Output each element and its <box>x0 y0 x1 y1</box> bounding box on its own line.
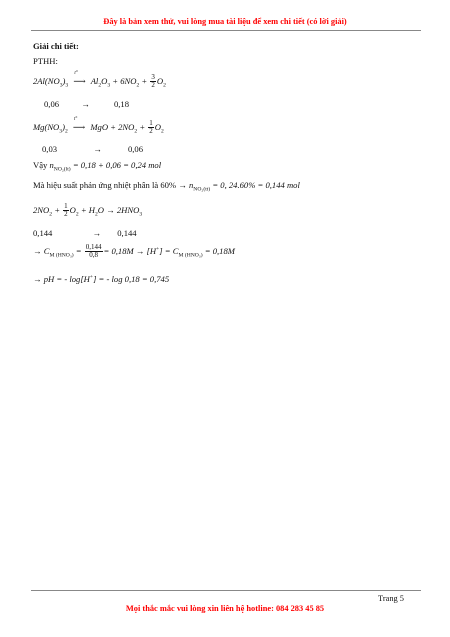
fraction: $\frac{3}{2}$ <box>151 73 155 90</box>
concentration-line: → $C_{M (HNO_3)}$ = $\frac{0,144}{0,8}$ = $0,18M \to [H^+] = C_{M (HNO_3)} = 0,18M$ <box>33 243 235 260</box>
equation-al-nitrate: $2Al(NO_3)_3$ t° ⟶ $Al_2O_3 + 6NO_2$ + $\frac{3}{2}$ $O_2$ <box>33 70 166 90</box>
amount-row-2: 0,03 → 0,06 <box>42 144 143 154</box>
equation-mg-nitrate: $Mg(NO_3)_2$ t° ⟶ MgO + $2NO_2$ + $\frac{1}{2}$ $O_2$ <box>33 116 164 136</box>
total-moles-line: Vậy $n_{NO_2(lt)} = 0,18 + 0,06 = 0,24$ mol <box>33 160 162 173</box>
page-number: Trang 5 <box>378 594 404 603</box>
amount-row-1: 0,06 → 0,18 <box>44 99 129 109</box>
heat-arrow-icon: t° ⟶ <box>73 70 86 86</box>
ph-line: → pH = - log[H+] = - log 0,18 = 0,745 <box>33 274 170 284</box>
fraction: $\frac{1}{2}$ <box>64 202 68 219</box>
preview-notice: Đây là bản xem thử, vui lòng mua tài liệu để xem chi tiết (có lời giải) <box>103 17 347 26</box>
solution-heading: Giải chi tiết: <box>33 41 79 51</box>
hotline-notice: Mọi thắc mắc vui lòng xin liên hệ hotline: 084 283 45 85 <box>125 604 325 613</box>
footer-divider <box>31 590 421 591</box>
efficiency-line: Mà hiệu suất phản ứng nhiệt phân là $60\% \to n_{NO_2(tt)} = 0$, 24.60% = 0,144 mol <box>33 180 300 193</box>
amount-row-3: 0,144 → 0,144 <box>33 228 137 238</box>
fraction: $\frac{1}{2}$ <box>149 119 153 136</box>
header-divider <box>31 30 421 31</box>
pthh-label: PTHH: <box>33 56 58 66</box>
fraction: $\frac{0,144}{0,8}$ <box>85 243 102 260</box>
equation-nitric-acid: $2NO_2$ + $\frac{1}{2}$ $O_2 + H_2O \to 2HNO_3$ <box>33 202 143 219</box>
heat-arrow-icon: t° ⟶ <box>72 116 86 132</box>
